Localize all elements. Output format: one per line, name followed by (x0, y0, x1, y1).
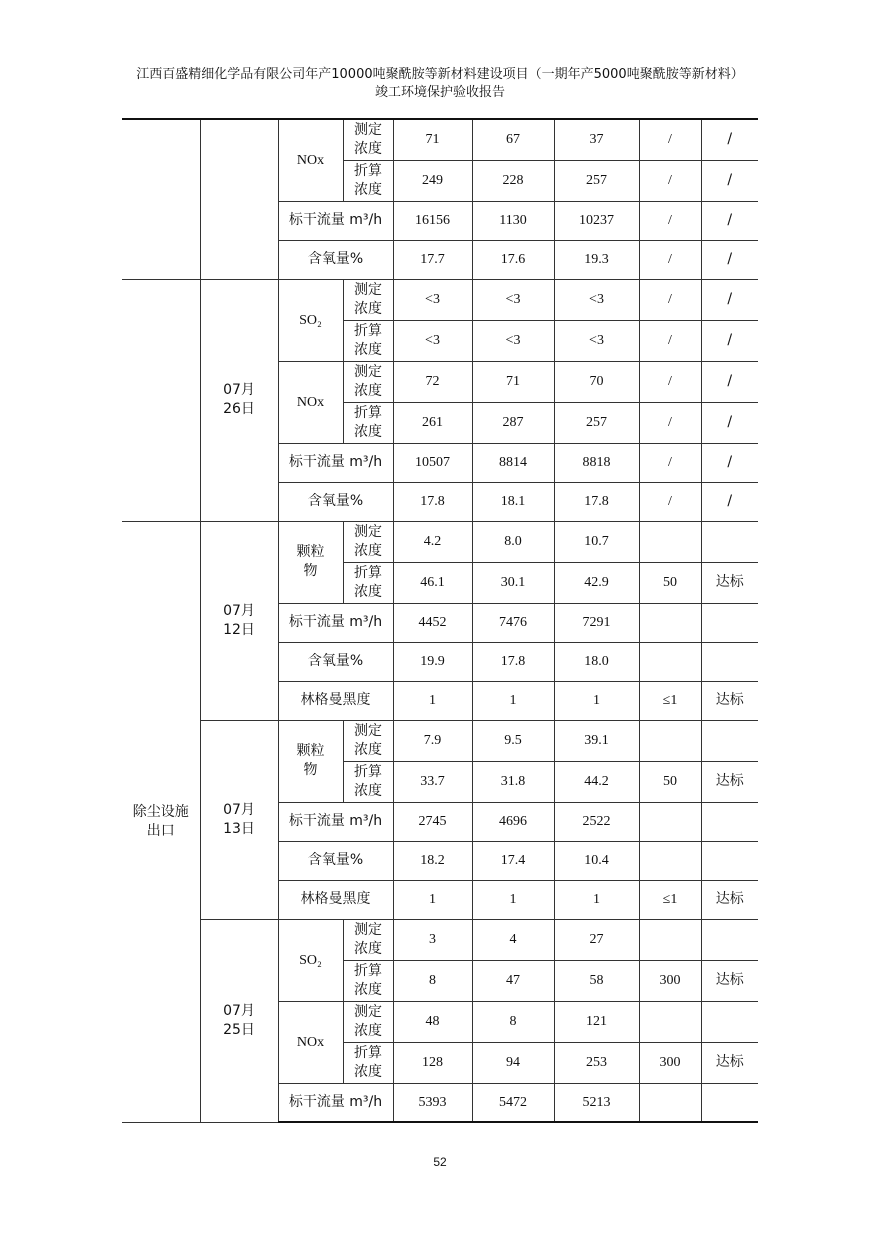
concentration-type-label: 折算 浓度 (343, 562, 393, 603)
value-cell-3: 253 (554, 1042, 639, 1083)
value-cell-2: 17.6 (472, 240, 554, 279)
value-cell-2: 228 (472, 160, 554, 201)
concentration-type-label: 折算 浓度 (343, 960, 393, 1001)
limit-cell: / (639, 201, 701, 240)
value-cell-2: 1 (472, 681, 554, 720)
result-cell: / (701, 279, 758, 320)
value-cell-2: 8.0 (472, 521, 554, 562)
limit-cell: / (639, 361, 701, 402)
limit-cell: ≤1 (639, 681, 701, 720)
value-cell-2: 287 (472, 402, 554, 443)
value-cell-3: 121 (554, 1001, 639, 1042)
concentration-type-label: 折算 浓度 (343, 160, 393, 201)
concentration-type-label: 测定 浓度 (343, 279, 393, 320)
value-cell-3: 7291 (554, 603, 639, 642)
value-cell-3: 10237 (554, 201, 639, 240)
value-cell-1: 128 (393, 1042, 472, 1083)
location-cell (122, 119, 200, 279)
value-cell-1: 3 (393, 919, 472, 960)
limit-cell: / (639, 119, 701, 160)
param-label: 标干流量 m³/h (278, 802, 393, 841)
table-row (122, 521, 758, 562)
value-cell-1: <3 (393, 320, 472, 361)
value-cell-2: 8814 (472, 443, 554, 482)
value-cell-3: 5213 (554, 1083, 639, 1122)
result-cell: 达标 (701, 960, 758, 1001)
table-row (122, 919, 758, 960)
limit-cell: 300 (639, 960, 701, 1001)
limit-cell: / (639, 402, 701, 443)
value-cell-2: 7476 (472, 603, 554, 642)
value-cell-1: 7.9 (393, 720, 472, 761)
value-cell-2: 94 (472, 1042, 554, 1083)
value-cell-1: 8 (393, 960, 472, 1001)
concentration-type-label: 折算 浓度 (343, 1042, 393, 1083)
report-subtitle: 竣工环境保护验收报告 (374, 85, 505, 100)
concentration-type-label: 折算 浓度 (343, 320, 393, 361)
param-label: 林格曼黑度 (278, 880, 393, 919)
value-cell-3: 257 (554, 402, 639, 443)
pollutant-label: 颗粒 物 (278, 521, 343, 603)
limit-cell (639, 720, 701, 761)
limit-cell (639, 603, 701, 642)
date-cell: 07月 25日 (200, 919, 278, 1122)
value-cell-1: 261 (393, 402, 472, 443)
table-row (122, 279, 758, 320)
location-cell: 除尘设施 出口 (122, 521, 200, 1122)
limit-cell (639, 1001, 701, 1042)
limit-cell: 300 (639, 1042, 701, 1083)
value-cell-2: <3 (472, 320, 554, 361)
value-cell-3: 18.0 (554, 642, 639, 681)
value-cell-1: 4.2 (393, 521, 472, 562)
concentration-type-label: 测定 浓度 (343, 119, 393, 160)
result-cell (701, 1001, 758, 1042)
pollutant-label: NOx (278, 361, 343, 443)
param-label: 林格曼黑度 (278, 681, 393, 720)
result-cell: / (701, 402, 758, 443)
result-cell (701, 521, 758, 562)
concentration-type-label: 测定 浓度 (343, 720, 393, 761)
pollutant-label: SO₂ (278, 919, 343, 1001)
concentration-type-label: 折算 浓度 (343, 402, 393, 443)
result-cell: 达标 (701, 761, 758, 802)
concentration-type-label: 测定 浓度 (343, 1001, 393, 1042)
value-cell-3: 42.9 (554, 562, 639, 603)
date-cell (200, 119, 278, 279)
result-cell: 达标 (701, 880, 758, 919)
date-cell: 07月 13日 (200, 720, 278, 919)
param-label: 标干流量 m³/h (278, 443, 393, 482)
value-cell-3: 37 (554, 119, 639, 160)
pollutant-label: NOx (278, 119, 343, 201)
value-cell-3: 1 (554, 880, 639, 919)
value-cell-2: 1 (472, 880, 554, 919)
value-cell-1: 18.2 (393, 841, 472, 880)
value-cell-2: 5472 (472, 1083, 554, 1122)
value-cell-3: 10.4 (554, 841, 639, 880)
result-cell (701, 1083, 758, 1122)
limit-cell (639, 1083, 701, 1122)
value-cell-1: 17.8 (393, 482, 472, 521)
param-label: 含氧量% (278, 482, 393, 521)
value-cell-2: 4 (472, 919, 554, 960)
value-cell-1: 10507 (393, 443, 472, 482)
value-cell-1: 4452 (393, 603, 472, 642)
value-cell-3: 257 (554, 160, 639, 201)
param-label: 含氧量% (278, 240, 393, 279)
date-cell: 07月 26日 (200, 279, 278, 521)
limit-cell (639, 802, 701, 841)
concentration-type-label: 测定 浓度 (343, 919, 393, 960)
value-cell-1: 16156 (393, 201, 472, 240)
value-cell-3: <3 (554, 279, 639, 320)
table-row (122, 119, 758, 160)
value-cell-2: 31.8 (472, 761, 554, 802)
value-cell-3: 17.8 (554, 482, 639, 521)
result-cell (701, 919, 758, 960)
value-cell-2: 30.1 (472, 562, 554, 603)
value-cell-2: 47 (472, 960, 554, 1001)
limit-cell: / (639, 482, 701, 521)
value-cell-3: 8818 (554, 443, 639, 482)
result-cell (701, 642, 758, 681)
result-cell: / (701, 240, 758, 279)
limit-cell (639, 841, 701, 880)
result-cell: / (701, 320, 758, 361)
value-cell-3: 70 (554, 361, 639, 402)
value-cell-1: 2745 (393, 802, 472, 841)
limit-cell: / (639, 279, 701, 320)
value-cell-2: 18.1 (472, 482, 554, 521)
result-cell: 达标 (701, 562, 758, 603)
value-cell-3: <3 (554, 320, 639, 361)
value-cell-2: 71 (472, 361, 554, 402)
value-cell-3: 19.3 (554, 240, 639, 279)
value-cell-3: 39.1 (554, 720, 639, 761)
limit-cell: ≤1 (639, 880, 701, 919)
result-cell (701, 720, 758, 761)
value-cell-3: 1 (554, 681, 639, 720)
table-row (122, 720, 758, 761)
monitoring-table (122, 118, 758, 1123)
result-cell: / (701, 160, 758, 201)
limit-cell: / (639, 320, 701, 361)
location-cell (122, 279, 200, 521)
limit-cell: 50 (639, 761, 701, 802)
result-cell: 达标 (701, 1042, 758, 1083)
concentration-type-label: 折算 浓度 (343, 761, 393, 802)
report-title: 江西百盛精细化学品有限公司年产10000吨聚酰胺等新材料建设项目（一期年产5000吨聚酰胺等新材料） (136, 67, 744, 82)
value-cell-3: 44.2 (554, 761, 639, 802)
value-cell-2: 4696 (472, 802, 554, 841)
result-cell: / (701, 482, 758, 521)
limit-cell: / (639, 160, 701, 201)
value-cell-1: 33.7 (393, 761, 472, 802)
param-label: 标干流量 m³/h (278, 201, 393, 240)
pollutant-label: SO₂ (278, 279, 343, 361)
result-cell: / (701, 201, 758, 240)
result-cell: / (701, 443, 758, 482)
value-cell-2: 9.5 (472, 720, 554, 761)
param-label: 标干流量 m³/h (278, 603, 393, 642)
value-cell-1: <3 (393, 279, 472, 320)
page-number: 52 (433, 1155, 447, 1169)
value-cell-3: 27 (554, 919, 639, 960)
concentration-type-label: 测定 浓度 (343, 521, 393, 562)
value-cell-1: 46.1 (393, 562, 472, 603)
value-cell-1: 71 (393, 119, 472, 160)
value-cell-2: 17.4 (472, 841, 554, 880)
value-cell-2: 67 (472, 119, 554, 160)
value-cell-2: 17.8 (472, 642, 554, 681)
concentration-type-label: 测定 浓度 (343, 361, 393, 402)
value-cell-3: 2522 (554, 802, 639, 841)
value-cell-1: 72 (393, 361, 472, 402)
value-cell-1: 1 (393, 681, 472, 720)
value-cell-1: 19.9 (393, 642, 472, 681)
limit-cell: / (639, 240, 701, 279)
value-cell-2: 1130 (472, 201, 554, 240)
value-cell-2: <3 (472, 279, 554, 320)
pollutant-label: 颗粒 物 (278, 720, 343, 802)
value-cell-3: 10.7 (554, 521, 639, 562)
limit-cell (639, 642, 701, 681)
pollutant-label: NOx (278, 1001, 343, 1083)
result-cell: / (701, 361, 758, 402)
result-cell (701, 841, 758, 880)
param-label: 标干流量 m³/h (278, 1083, 393, 1122)
limit-cell: / (639, 443, 701, 482)
limit-cell: 50 (639, 562, 701, 603)
value-cell-1: 5393 (393, 1083, 472, 1122)
value-cell-1: 17.7 (393, 240, 472, 279)
param-label: 含氧量% (278, 642, 393, 681)
result-cell: / (701, 119, 758, 160)
value-cell-1: 249 (393, 160, 472, 201)
value-cell-1: 48 (393, 1001, 472, 1042)
date-cell: 07月 12日 (200, 521, 278, 720)
result-cell (701, 603, 758, 642)
limit-cell (639, 521, 701, 562)
value-cell-3: 58 (554, 960, 639, 1001)
value-cell-1: 1 (393, 880, 472, 919)
result-cell: 达标 (701, 681, 758, 720)
value-cell-2: 8 (472, 1001, 554, 1042)
result-cell (701, 802, 758, 841)
limit-cell (639, 919, 701, 960)
param-label: 含氧量% (278, 841, 393, 880)
